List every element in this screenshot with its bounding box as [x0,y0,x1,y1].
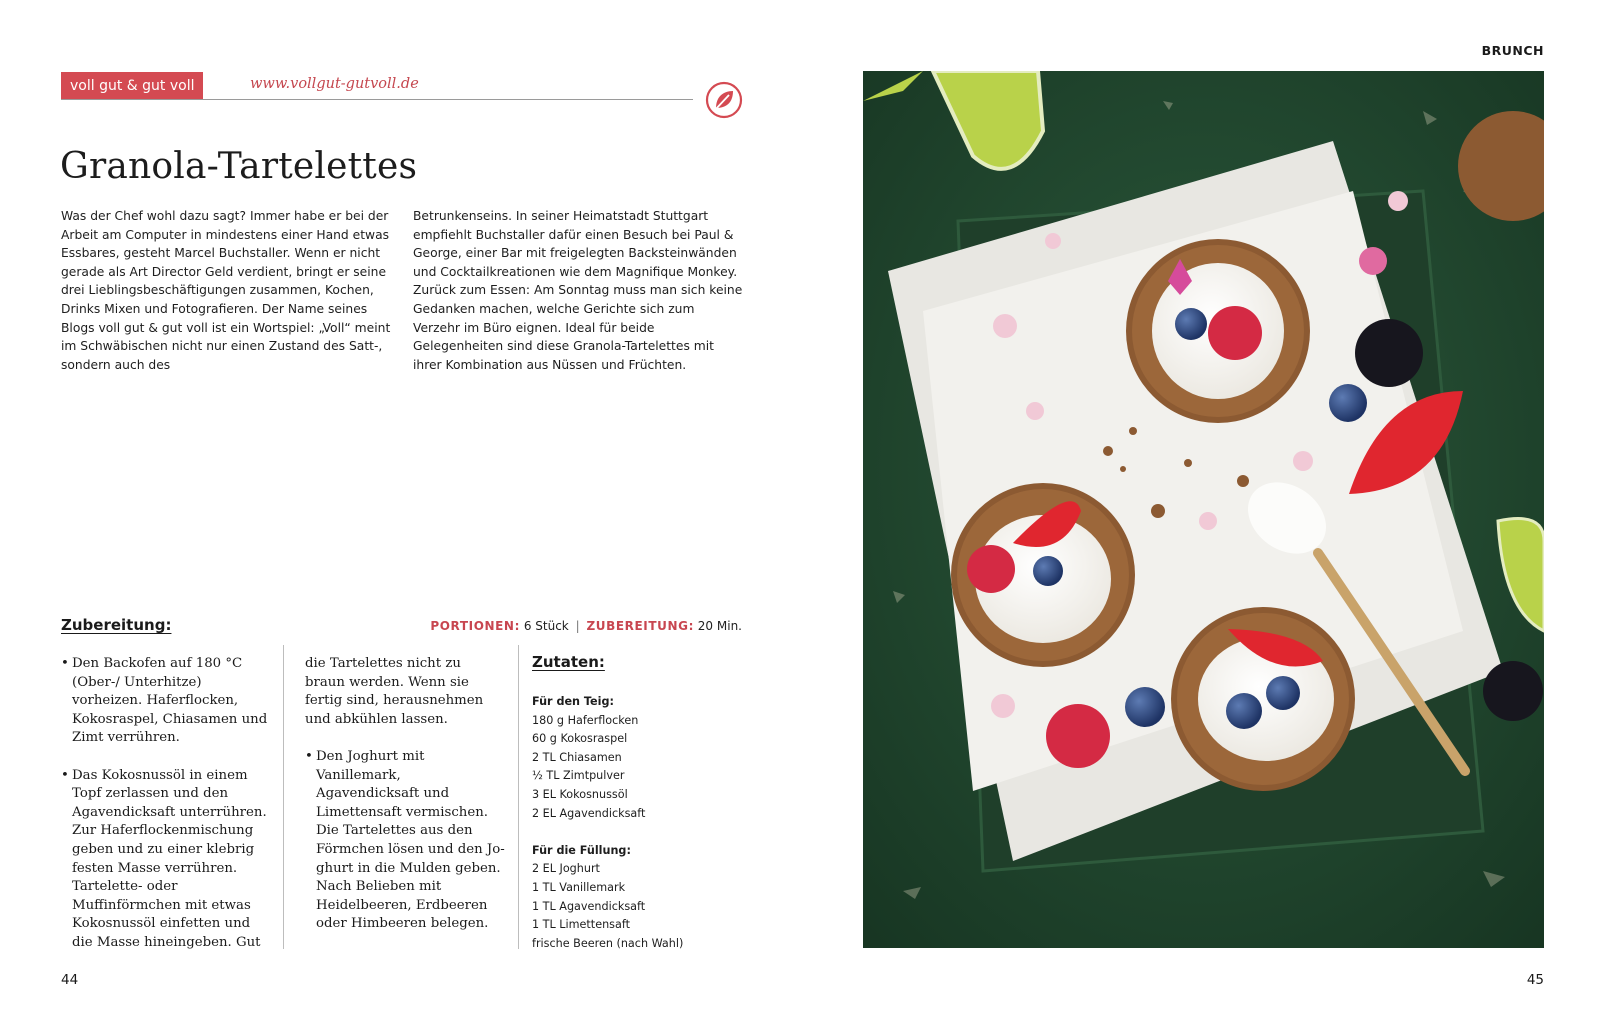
preparation-heading: Zubereitung: [61,616,172,634]
prep-time-label: ZUBEREITUNG: [586,619,694,633]
step-2: • Das Kokosnussöl in einem Topf zerlassen und den Agavendicksaft unterrühren. Zur Haferflockenmischung geben und zu einer klebrig festen Masse verrühren. Tartelette- oder Muffinförmchen mit etwas Kokosnussöl einfetten und die Masse hineingeben. Gut [61,767,273,951]
ingredient-item: 1 TL Agavendicksaft [532,899,646,913]
portions-label: PORTIONEN: [430,619,520,633]
recipe-meta [430,619,742,633]
step-1: • Den Backofen auf 180 °C (Ober-/ Unterhitze) vorheizen. Haferflocken, Kokosraspel, Chiasamen und Zimt verrühren. [61,655,273,748]
column-divider [283,645,284,949]
ingredient-item: ½ TL Zimtpulver [532,769,625,783]
column-divider [518,645,519,949]
ingredients-list [532,693,732,953]
intro-column-2 [413,207,743,374]
ingredient-item: 1 TL Limettensaft [532,918,630,932]
steps-column-2 [305,655,505,951]
steps-column-1 [61,655,273,951]
ingredient-item: 1 TL Vanillemark [532,880,626,894]
portions-value: 6 Stück [523,619,569,633]
ingredient-item: frische Beeren (nach Wahl) [532,936,684,950]
page-number-left: 44 [61,972,79,988]
page-title: Granola-Tartelettes [60,146,418,187]
blog-tag: voll gut & gut voll [61,72,203,100]
ingredient-item: 2 EL Joghurt [532,862,600,876]
recipe-photo [863,71,1544,948]
leaf-icon [705,81,743,119]
header-rule [61,99,693,100]
filling-heading: Für die Füllung: [532,843,631,857]
prep-time-value: 20 Min. [697,619,742,633]
step-2-continued: die Tartelettes nicht zu braun werden. Wenn sie fertig sind, herausnehmen und abkühlen lassen. [305,656,484,727]
tartelette-left [951,483,1135,667]
intro-text-2: Betrunkenseins. In seiner Heimatstadt Stuttgart empfiehlt Buchstaller dafür einen Besuch bei Paul & George, einer Bar mit freigelegten Backsteinwänden und Cocktailkreationen wie dem Magnifique Monkey. Zurück zum Essen: Am Sonntag muss man sich keine Gedanken machen, welche Gerichte sich zum Verzehr im Büro eignen. Ideal für beide Gelegenheiten sind diese Granola-Tartelettes mit ihrer Kombination aus Nüssen und Früchten. [413,209,743,372]
blog-url[interactable]: www.vollgut-gutvoll.de [250,76,419,92]
intro-text-1: Was der Chef wohl dazu sagt? Immer habe er bei der Arbeit am Computer in mindestens einer Hand etwas Essbares, gesteht Marcel Buchstaller. Wenn er nicht gerade als Art Director Geld verdient, bringt er seine drei Lieblingsbeschäftigungen zusammen, Kochen, Drinks Mixen und Fotografieren. Der Name seines Blogs voll gut & gut voll ist ein Wortspiel: „Voll“ meint im Schwäbischen nicht nur einen Zustand des Satt-, sondern auch des [61,209,391,372]
ingredient-item: 3 EL Kokosnussöl [532,787,628,801]
intro-column-1 [61,207,391,374]
section-tag: BRUNCH [1481,43,1544,58]
ingredients-heading: Zutaten: [532,653,605,671]
ingredient-item: 2 TL Chiasamen [532,750,622,764]
tartelette-top [1126,239,1310,423]
dough-heading: Für den Teig: [532,695,614,708]
page-number-right: 45 [1526,972,1544,988]
ingredient-item: 60 g Kokosraspel [532,732,628,746]
step-3: • Den Joghurt mit Vanillemark, Agavendicksaft und Limettensaft vermischen. Die Tartelettes aus den Förmchen lösen und den Joghurt in die Mulden geben. Nach Belieben mit Heidelbeeren, Erdbeeren oder Himbeeren belegen. [305,748,505,934]
ingredient-item: 2 EL Agavendicksaft [532,806,646,820]
tartelette-right [1171,607,1355,791]
ingredient-item: 180 g Haferflocken [532,713,639,727]
meta-separator: | [575,619,580,633]
